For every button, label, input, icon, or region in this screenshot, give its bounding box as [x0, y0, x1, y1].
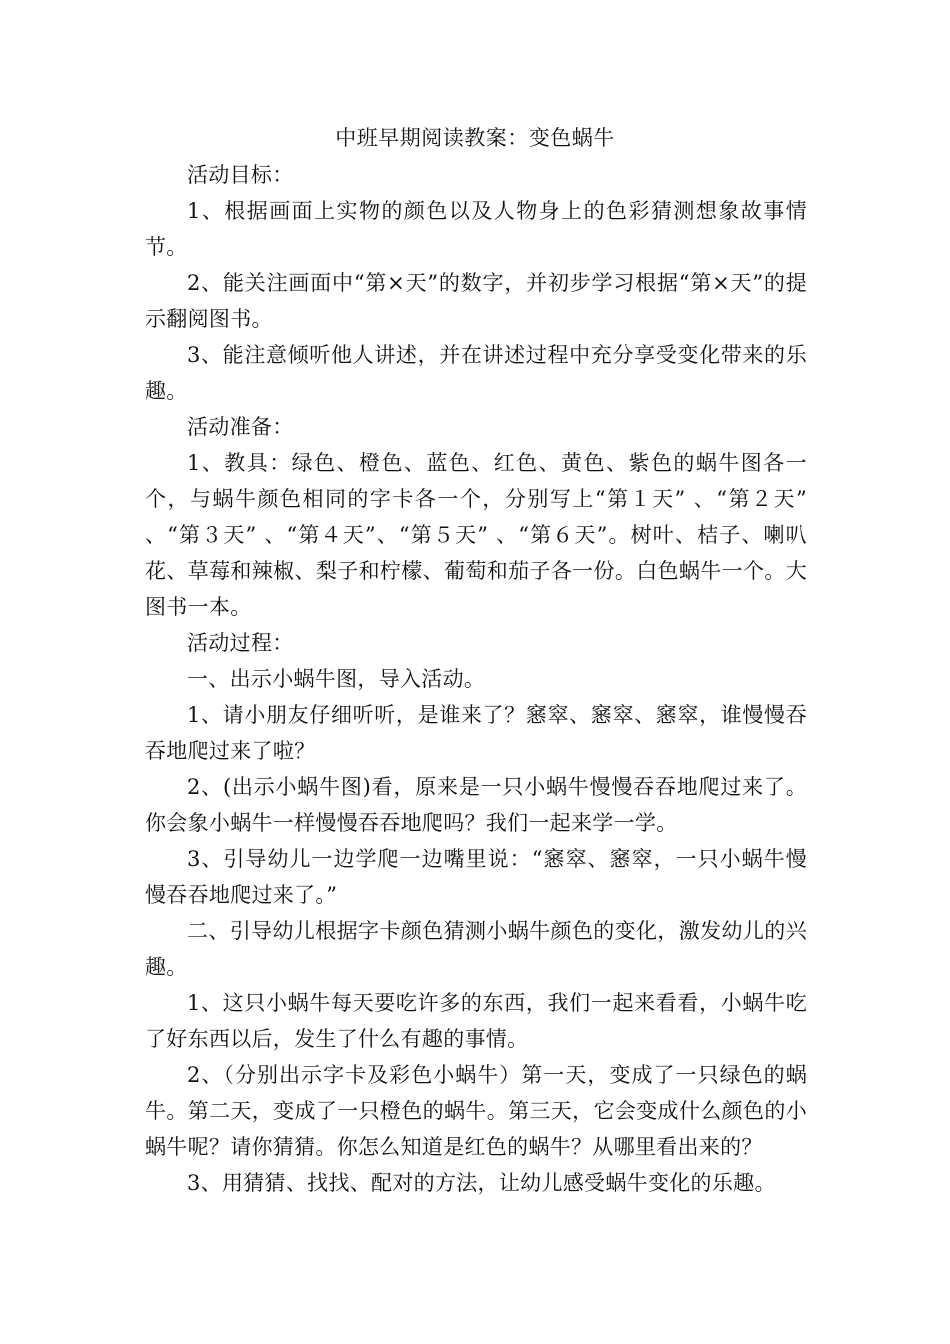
process-step-2-3: 3、用猜猜、找找、配对的方法，让幼儿感受蜗牛变化的乐趣。 — [187, 1171, 776, 1195]
process-step-2-2: 2、（分别出示字卡及彩色小蜗牛）第一天，变成了一只绿色的蜗牛。第二天，变成了一只橙色的蜗牛。第三天，它会变成什么颜色的小蜗牛呢？请你猜猜。你怎么知道是红色的蜗牛？从哪里看出来的？ — [145, 1063, 807, 1159]
process-section-2: 二、引导幼儿根据字卡颜色猜测小蜗牛颜色的变化，激发幼儿的兴趣。 — [145, 919, 807, 979]
process-step-2-1: 1、这只小蜗牛每天要吃许多的东西，我们一起来看看，小蜗牛吃了好东西以后，发生了什么有趣的事情。 — [145, 991, 807, 1051]
document-title: 中班早期阅读教案：变色蜗牛 — [335, 126, 615, 150]
process-section-1: 一、出示小蜗牛图，导入活动。 — [187, 667, 486, 691]
goal-item-2: 2、能关注画面中“第×天”的数字，并初步学习根据“第×天”的提示翻阅图书。 — [145, 271, 807, 331]
document-body — [145, 157, 807, 1201]
process-step-1-3: 3、引导幼儿一边学爬一边嘴里说：“窸窣、窸窣，一只小蜗牛慢慢吞吞地爬过来了。” — [145, 847, 807, 907]
process-step-1-2: 2、(出示小蜗牛图)看，原来是一只小蜗牛慢慢吞吞地爬过来了。你会象小蜗牛一样慢慢吞吞地爬吗？我们一起来学一学。 — [145, 775, 807, 835]
heading-activity-preparation: 活动准备： — [187, 415, 294, 439]
goal-item-3: 3、能注意倾听他人讲述，并在讲述过程中充分享受变化带来的乐趣。 — [145, 343, 807, 403]
heading-activity-goals: 活动目标： — [187, 163, 294, 187]
goal-item-1: 1、根据画面上实物的颜色以及人物身上的色彩猜测想象故事情节。 — [145, 199, 807, 259]
heading-activity-process: 活动过程： — [187, 631, 294, 655]
preparation-item-1: 1、教具：绿色、橙色、蓝色、红色、黄色、紫色的蜗牛图各一个，与蜗牛颜色相同的字卡各一个，分别写上“第１天” 、“第２天” 、“第３天” 、“第４天”、“第５天” 、“第６天”。树叶、桔子、喇叭花、草莓和辣椒、梨子和柠檬、葡萄和茄子各一份。白色蜗牛一个。大图书一本。 — [145, 451, 807, 619]
process-step-1-1: 1、请小朋友仔细听听，是谁来了？窸窣、窸窣、窸窣，谁慢慢吞吞地爬过来了啦？ — [145, 703, 807, 763]
